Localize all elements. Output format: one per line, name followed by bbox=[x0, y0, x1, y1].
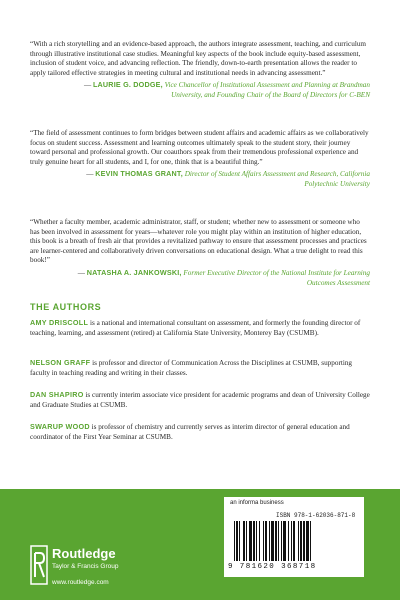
author-bio bbox=[30, 422, 370, 442]
informa-business-label: an informa business bbox=[230, 500, 284, 506]
endorsement-text: “Whether a faculty member, academic administrator, staff, or student; whether new to assessment or someone who has been involved in assessment for years—whatever role you might play within an institution of higher education, this book is a breath of fresh air that provides a revitalized pathway to ensure that assessment processes and practices are learner-centered and collaboratively driven conversations on educational design. What a true delight to read this book!” bbox=[30, 218, 367, 265]
author-bio bbox=[30, 318, 370, 338]
endorser-name: NATASHA A. JANKOWSKI, bbox=[86, 267, 182, 277]
endorsement-3 bbox=[30, 218, 370, 288]
author-bio-text: is currently interim associate vice president for academic programs and dean of University College and Graduate Studies at CSUMB. bbox=[30, 391, 370, 409]
endorsement-attribution bbox=[30, 80, 370, 100]
author-bio bbox=[30, 390, 370, 410]
endorsement-attribution bbox=[30, 268, 370, 288]
author-bio bbox=[30, 358, 370, 378]
endorser-title: Former Executive Director of the National Institute for Learning Outcomes Assessment bbox=[183, 268, 370, 287]
author-bio-text: is professor and director of Communication Across the Disciplines at CSUMB, supporting faculty in teaching reading and writing in their classes. bbox=[30, 359, 353, 377]
routledge-logo-icon bbox=[30, 545, 48, 585]
publisher-url[interactable]: www.routledge.com bbox=[52, 579, 109, 586]
endorser-name: LAURIE G. DODGE, bbox=[92, 80, 163, 90]
endorser-name: KEVIN THOMAS GRANT, bbox=[95, 169, 183, 179]
isbn-text: ISBN 978-1-62036-871-8 bbox=[276, 512, 356, 519]
endorsement-2 bbox=[30, 129, 370, 190]
attribution-dash: — bbox=[83, 81, 92, 90]
author-name: SWARUP WOOD bbox=[30, 422, 90, 431]
endorsement-attribution bbox=[30, 169, 370, 189]
endorser-title: Vice Chancellor of Institutional Assessment and Planning at Brandman University, and Founding Chair of the Board of Directors for C-BEN bbox=[164, 81, 370, 99]
isbn-barcode-box bbox=[224, 497, 364, 577]
endorsement-text: “The field of assessment continues to form bridges between student affairs and academic affairs as we collaboratively focus on student success. Assessment and learning outcomes ultimately speak to the student story, their journey toward personal and professional growth. Our coauthors speak from their tremendous professional experience and truly genuine heart for all students, and I, for one, think that is a beautiful thing.” bbox=[30, 129, 369, 166]
barcode-icon bbox=[230, 521, 358, 563]
author-name: AMY DRISCOLL bbox=[30, 318, 89, 327]
author-name: NELSON GRAFF bbox=[30, 358, 91, 367]
barcode-digits: 9 781620 368718 bbox=[228, 563, 317, 571]
endorser-title: Director of Student Affairs Assessment and Research, California Polytechnic University bbox=[184, 170, 370, 188]
endorsement-1 bbox=[30, 40, 370, 101]
author-bio-text: is a national and international consultant on assessment, and formerly the founding director of teaching, learning, and assessment (retired) at California State University, Monterey Bay (CSUMB). bbox=[30, 319, 361, 337]
publisher-group: Taylor & Francis Group bbox=[52, 563, 119, 570]
authors-heading: THE AUTHORS bbox=[30, 302, 102, 312]
attribution-dash: — bbox=[77, 268, 85, 277]
publisher-name: Routledge bbox=[52, 546, 116, 561]
attribution-dash: — bbox=[86, 170, 94, 179]
author-bio-text: is professor of chemistry and currently serves as interim director of general education and coordinator of the First Year Seminar at CSUMB. bbox=[30, 423, 350, 441]
author-name: DAN SHAPIRO bbox=[30, 390, 84, 399]
endorsement-text: “With a rich storytelling and an evidence-based approach, the authors integrate assessment, teaching, and curriculum through illustrative institutional case studies. Meaningful key aspects of the book include equity-based assessment, inclusion of student voice, and advancing reflection. The friendly, down-to-earth presentation allows the reader to apply tailored effective strategies in meeting cultural and institutional needs in advancing assessment.” bbox=[30, 40, 367, 77]
